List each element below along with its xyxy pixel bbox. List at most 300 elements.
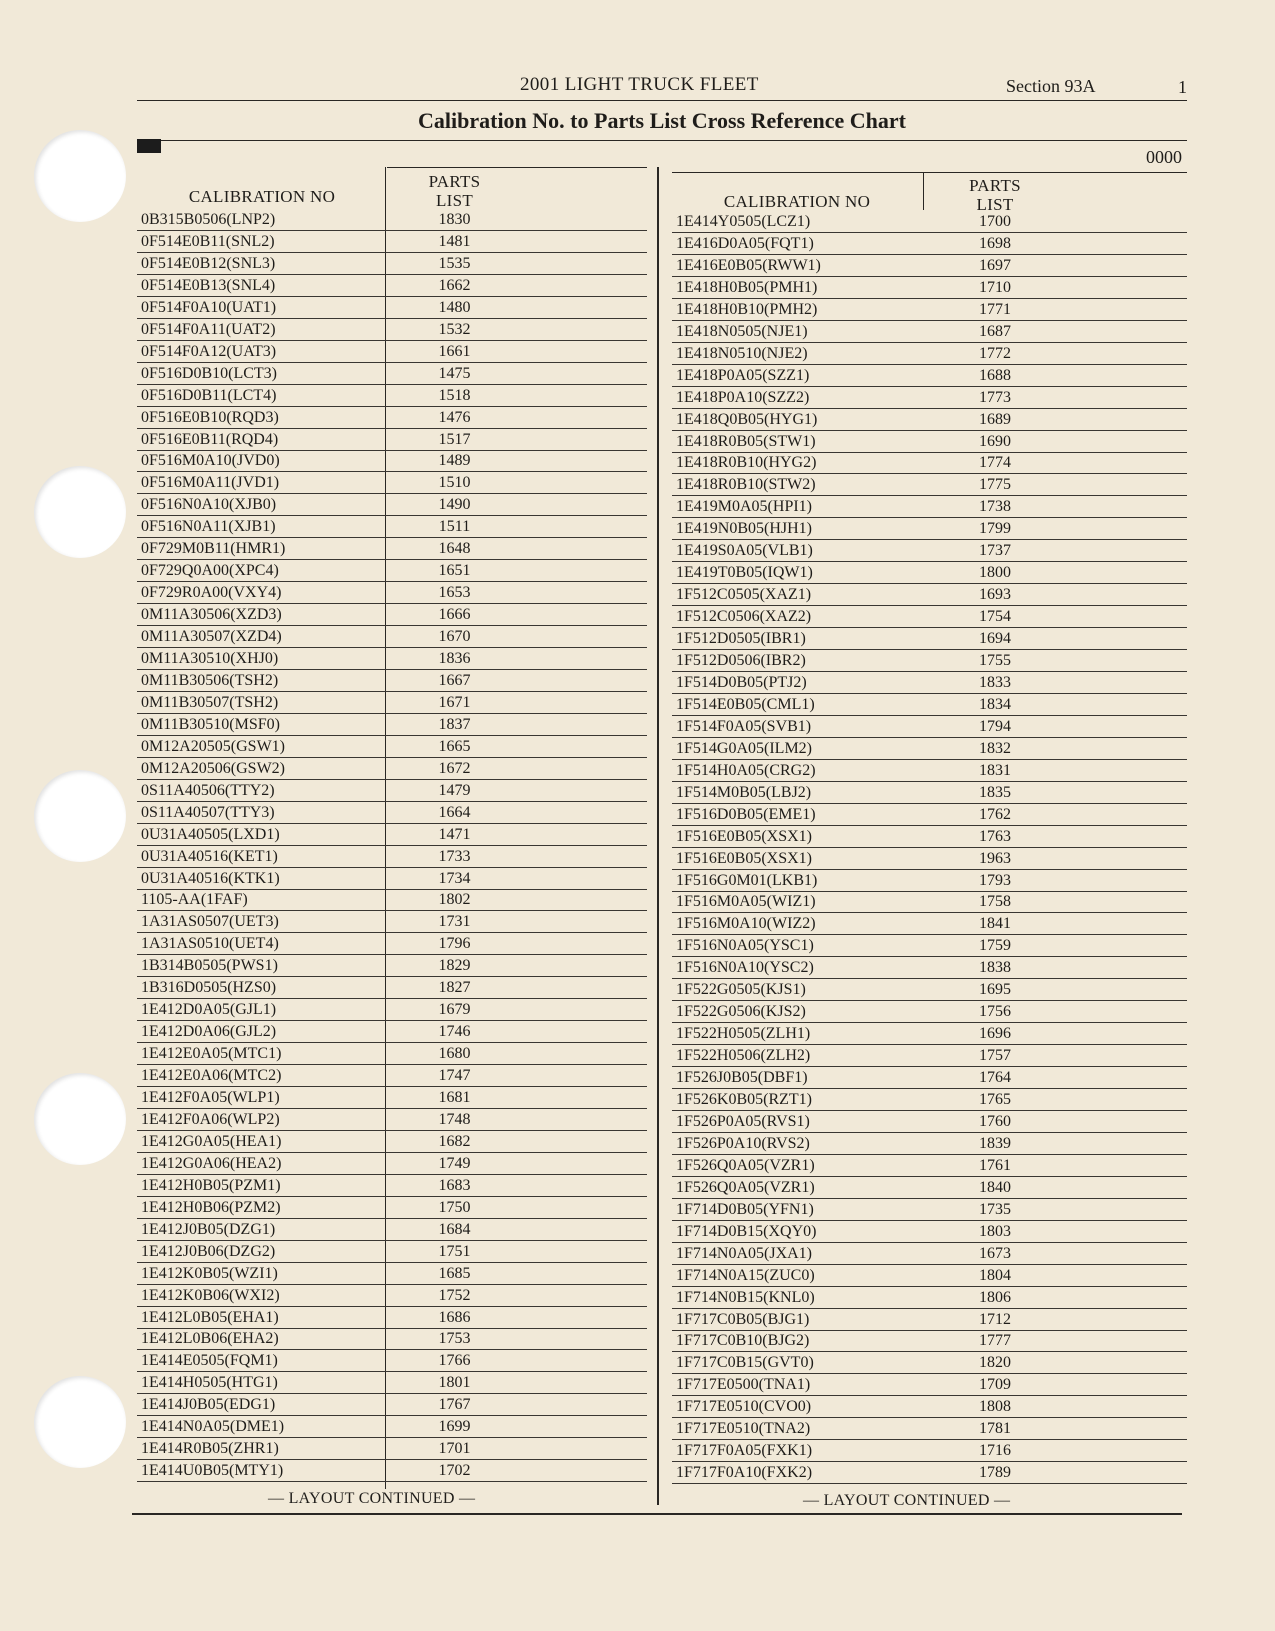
calibration-number: 0M11A30506(XZD3) [141,606,282,624]
table-row [672,562,1187,584]
parts-list-number: 1667 [438,671,471,689]
calibration-number: 1E414N0A05(DME1) [141,1418,285,1436]
calibration-number: 0M12A20506(GSW2) [141,759,285,777]
calibration-number: 1B314B0505(PWS1) [141,957,278,975]
parts-list-number: 1662 [438,276,471,294]
parts-list-number: 1648 [438,540,471,558]
table-row [137,1197,647,1219]
table-row [137,209,647,231]
table-row [672,1265,1187,1287]
calibration-number: 1E412E0A05(MTC1) [141,1045,282,1063]
calibration-number: 0F516N0A10(XJB0) [141,496,277,514]
table-row [672,716,1187,738]
parts-list-number: 1700 [979,213,1011,230]
parts-list-number: 1837 [438,715,471,733]
table-row [672,584,1187,606]
table-row [672,1243,1187,1265]
calibration-number: 1F526J0B05(DBF1) [676,1069,808,1087]
table-row [672,1177,1187,1199]
parts-list-number: 1693 [979,586,1011,604]
calibration-number: 1F516N0A05(YSC1) [676,937,814,955]
parts-column-header-line1: PARTS [428,172,481,191]
calibration-number: 1F522H0506(ZLH2) [676,1047,811,1065]
table-row [672,1352,1187,1374]
parts-list-number: 1841 [979,915,1011,933]
calibration-number: 1F514G0A05(ILM2) [676,739,812,757]
table-row [137,846,647,868]
parts-list-number: 1517 [438,430,471,448]
parts-list-number: 1793 [979,871,1011,889]
parts-list-number: 1696 [979,1025,1011,1043]
calibration-number: 1F516G0M01(LKB1) [676,871,818,889]
parts-list-number: 1682 [438,1132,471,1150]
parts-list-number: 1666 [438,606,471,624]
calibration-number: 1E414J0B05(EDG1) [141,1396,276,1414]
table-row [672,1089,1187,1111]
calibration-number: 1F717E0510(TNA2) [676,1420,811,1438]
table-row [137,1394,647,1416]
calibration-number: 1E418H0B05(PMH1) [676,278,818,296]
parts-list-number: 1800 [979,564,1011,582]
parts-list-number: 1746 [438,1023,471,1041]
parts-list-number: 1738 [979,498,1011,516]
calibration-number: 1E412L0B05(EHA1) [141,1308,279,1326]
parts-list-number: 1829 [438,957,471,975]
table-row [137,802,647,824]
table-row [137,1307,647,1329]
table-row [672,540,1187,562]
parts-list-number: 1709 [979,1376,1011,1394]
calibration-number: 1E418R0B05(STW1) [676,432,816,450]
table-row [672,1396,1187,1418]
calibration-number: 1F516M0A10(WIZ2) [676,915,816,933]
calibration-number: 1E412G0A06(HEA2) [141,1154,282,1172]
table-row [672,1374,1187,1396]
table-row [137,275,647,297]
parts-list-number: 1830 [438,211,471,228]
table-row [672,343,1187,365]
table-row [137,824,647,846]
calibration-number: 0F514F0A12(UAT3) [141,342,277,360]
bottom-rule [132,1513,1182,1515]
calibration-number: 0U31A40516(KET1) [141,847,278,865]
calibration-number: 1F717C0B05(BJG1) [676,1310,810,1328]
parts-list-number: 1835 [979,783,1011,801]
parts-list-number: 1673 [979,1244,1011,1262]
table-row [672,804,1187,826]
parts-list-number: 1766 [438,1352,471,1370]
table-row [137,407,647,429]
right-header-top-rule [672,172,1187,173]
calibration-number: 1E418N0510(NJE2) [676,344,808,362]
parts-list-number: 1690 [979,432,1011,450]
table-row [672,1023,1187,1045]
table-row [672,496,1187,518]
calibration-number: 1A31AS0510(UET4) [141,935,279,953]
calibration-number: 1F512C0506(XAZ2) [676,608,812,626]
table-row [137,1285,647,1307]
parts-list-number: 1758 [979,893,1011,911]
parts-list-number: 1963 [979,849,1011,867]
table-row [672,1067,1187,1089]
calibration-number: 1F717E0510(CVO0) [676,1398,812,1416]
parts-list-number: 1716 [979,1442,1011,1460]
parts-list-number: 1735 [979,1200,1011,1218]
document-header: 2001 LIGHT TRUCK FLEET [520,74,759,95]
calibration-number: 1E412F0A05(WLP1) [141,1089,280,1106]
calibration-number: 1F714D0B05(YFN1) [676,1200,814,1218]
parts-list-number: 1749 [438,1154,471,1172]
parts-list-number: 1702 [438,1462,471,1480]
parts-list-number: 1760 [979,1112,1011,1130]
table-row [137,868,647,890]
parts-list-number: 1838 [979,959,1011,977]
calibration-number: 1E412H0B06(PZM2) [141,1198,281,1216]
calibration-number: 0U31A40505(LXD1) [141,825,280,843]
table-row [137,1087,647,1109]
parts-list-number: 1763 [979,827,1011,845]
calibration-number: 1F516E0B05(XSX1) [676,827,813,845]
parts-list-number: 1689 [979,410,1011,428]
calibration-number: 0F516D0B11(LCT4) [141,386,277,404]
parts-list-number: 1762 [979,805,1011,823]
calibration-number: 0F516M0A10(JVD0) [141,452,280,470]
table-row [137,1109,647,1131]
parts-list-number: 1479 [438,781,471,799]
calibration-number: 1E412K0B05(WZI1) [141,1264,278,1282]
parts-list-number: 1686 [438,1308,471,1326]
table-row [672,1330,1187,1352]
calibration-number: 1F514E0B05(CML1) [676,695,815,713]
calibration-number: 1F522H0505(ZLH1) [676,1025,811,1043]
table-row [137,1350,647,1372]
calibration-column-header: CALIBRATION NO [723,192,871,211]
parts-list-number: 1808 [979,1398,1011,1416]
calibration-number: 1E414E0505(FQM1) [141,1352,278,1370]
calibration-number: 1F526P0A05(RVS1) [676,1112,810,1130]
parts-list-number: 1694 [979,630,1011,648]
calibration-number: 1E412H0B05(PZM1) [141,1176,281,1194]
title-rule [137,140,1187,141]
calibration-number: 0M12A20505(GSW1) [141,737,285,755]
parts-list-number: 1481 [438,232,471,250]
table-row [672,299,1187,321]
calibration-column-header: CALIBRATION NO [188,187,336,206]
calibration-number: 0F729M0B11(HMR1) [141,540,286,558]
parts-column-header-line1: PARTS [969,176,1021,195]
parts-list-number: 1680 [438,1045,471,1063]
calibration-number: 0B315B0506(LNP2) [141,211,276,228]
parts-list-number: 1671 [438,693,471,711]
calibration-number: 0F729Q0A00(XPC4) [141,562,279,580]
binder-hole [34,466,126,558]
left-footer: — LAYOUT CONTINUED — [268,1490,476,1507]
table-row [137,714,647,736]
table-row [137,1065,647,1087]
parts-list-number: 1765 [979,1091,1011,1108]
table-row [672,738,1187,760]
parts-list-number: 1535 [438,254,471,272]
table-row [672,606,1187,628]
binder-hole [34,770,126,862]
parts-list-number: 1733 [438,847,471,865]
calibration-number: 1E412J0B05(DZG1) [141,1220,276,1238]
calibration-number: 1E414H0505(HTG1) [141,1374,278,1392]
parts-list-number: 1840 [979,1178,1011,1196]
code-label: 0000 [1146,147,1182,167]
parts-list-number: 1665 [438,737,471,755]
parts-list-number: 1803 [979,1222,1011,1240]
parts-list-number: 1764 [979,1069,1011,1087]
parts-list-number: 1734 [438,869,471,887]
parts-list-number: 1737 [979,542,1011,560]
table-row [137,1021,647,1043]
table-row [672,979,1187,1001]
calibration-number: 1E416E0B05(RWW1) [676,256,821,274]
table-row [137,1372,647,1394]
table-row [137,670,647,692]
table-row [137,626,647,648]
calibration-number: 0M11B30506(TSH2) [141,671,279,689]
table-row [672,1045,1187,1067]
table-row [672,782,1187,804]
calibration-number: 0F514E0B11(SNL2) [141,232,275,250]
table-row [137,999,647,1021]
table-row [672,957,1187,979]
parts-list-number: 1834 [979,695,1011,713]
table-row [137,538,647,560]
table-row [672,365,1187,387]
table-row [672,1221,1187,1243]
table-row [672,913,1187,935]
table-row [672,431,1187,453]
calibration-number: 1E419M0A05(HPI1) [676,498,812,516]
section-label: Section 93A [1006,76,1096,96]
parts-column-header-line2: LIST [435,191,474,210]
calibration-number: 0U31A40516(KTK1) [141,869,280,887]
parts-list-number: 1789 [979,1464,1011,1482]
table-row [672,452,1187,474]
calibration-number: 1F522G0506(KJS2) [676,1003,806,1021]
calibration-number: 1E418P0A05(SZZ1) [676,366,810,384]
calibration-number: 1E412J0B06(DZG2) [141,1242,276,1260]
parts-list-number: 1699 [438,1418,471,1436]
parts-list-number: 1804 [979,1266,1011,1284]
table-row [137,1416,647,1438]
calibration-number: 1F516D0B05(EME1) [676,805,816,823]
calibration-number: 1E412K0B06(WXI2) [141,1286,280,1304]
calibration-number: 1E412G0A05(HEA1) [141,1132,282,1150]
table-row [672,1309,1187,1331]
calibration-number: 0F514F0A11(UAT2) [141,320,276,338]
parts-list-number: 1698 [979,234,1011,252]
parts-list-number: 1839 [979,1134,1011,1152]
table-row [672,1001,1187,1023]
table-row [137,1043,647,1065]
table-row [672,387,1187,409]
table-row [672,474,1187,496]
calibration-number: 1F514D0B05(PTJ2) [676,673,807,691]
calibration-number: 0S11A40507(TTY3) [141,803,275,821]
calibration-number: 1F514F0A05(SVB1) [676,717,812,735]
page-number: 1 [1178,77,1187,97]
table-row [137,1460,647,1482]
parts-list-number: 1748 [438,1110,471,1128]
table-row [672,409,1187,431]
table-row [137,648,647,670]
table-row [137,1241,647,1263]
header-rule [137,100,1187,101]
parts-list-number: 1777 [979,1332,1011,1350]
parts-list-number: 1772 [979,344,1011,362]
calibration-number: 0F516M0A11(JVD1) [141,474,280,492]
calibration-number: 0M11A30510(XHJ0) [141,650,279,667]
table-row [137,736,647,758]
parts-list-number: 1697 [979,256,1011,274]
table-row [137,933,647,955]
table-row [137,472,647,494]
parts-list-number: 1781 [979,1420,1011,1438]
parts-list-number: 1688 [979,366,1011,384]
table-row [137,955,647,977]
left-header-top-rule [387,167,647,168]
black-marker [137,139,161,153]
binder-hole [34,1376,126,1468]
calibration-number: 1F717E0500(TNA1) [676,1376,811,1394]
table-row [137,692,647,714]
table-row [672,1418,1187,1440]
calibration-number: 1F512D0505(IBR1) [676,630,806,648]
parts-list-number: 1681 [438,1089,471,1106]
parts-list-number: 1475 [438,364,471,382]
parts-list-number: 1753 [438,1330,471,1348]
table-row [137,977,647,999]
parts-list-number: 1710 [979,278,1011,296]
parts-list-number: 1774 [979,454,1011,472]
calibration-number: 1F714D0B15(XQY0) [676,1222,817,1240]
calibration-number: 1F516E0B05(XSX1) [676,849,813,867]
calibration-number: 1E416D0A05(FQT1) [676,234,814,252]
table-row [137,319,647,341]
table-row [672,935,1187,957]
table-row [137,1175,647,1197]
parts-list-number: 1820 [979,1354,1011,1372]
table-row [672,255,1187,277]
calibration-number: 1F526K0B05(RZT1) [676,1091,812,1108]
table-row [672,1155,1187,1177]
calibration-number: 1E419N0B05(HJH1) [676,520,812,538]
calibration-number: 1E412F0A06(WLP2) [141,1110,280,1128]
parts-list-number: 1510 [438,474,471,492]
table-row [672,277,1187,299]
calibration-number: 1F714N0A15(ZUC0) [676,1266,815,1284]
calibration-number: 0F516E0B11(RQD4) [141,430,279,448]
calibration-number: 1F512D0506(IBR2) [676,652,806,669]
table-row [137,758,647,780]
parts-list-number: 1511 [438,518,471,536]
left-table-header [137,167,647,210]
parts-list-number: 1672 [438,759,471,777]
table-row [672,518,1187,540]
parts-list-number: 1518 [438,386,471,404]
calibration-number: 1E419T0B05(IQW1) [676,564,813,582]
calibration-number: 0F729R0A00(VXY4) [141,584,282,602]
calibration-number: 1E414Y0505(LCZ1) [676,213,811,230]
right-table-header [672,172,1187,214]
table-row [672,848,1187,870]
parts-list-number: 1831 [979,761,1011,779]
calibration-number: 1E418R0B10(STW2) [676,476,816,494]
parts-list-number: 1750 [438,1198,471,1216]
parts-list-number: 1489 [438,452,471,470]
calibration-number: 1F514H0A05(CRG2) [676,761,816,779]
binder-hole [34,1073,126,1165]
parts-list-number: 1683 [438,1176,471,1194]
parts-list-number: 1756 [979,1003,1011,1021]
table-row [137,582,647,604]
table-row [672,1440,1187,1462]
parts-list-number: 1679 [438,1001,471,1019]
table-row [137,1438,647,1460]
parts-list-number: 1695 [979,981,1011,999]
binder-hole [34,130,126,222]
calibration-number: 1F512C0505(XAZ1) [676,586,812,604]
parts-list-number: 1806 [979,1288,1011,1306]
parts-list-number: 1664 [438,803,471,821]
calibration-number: 1E419S0A05(VLB1) [676,542,813,560]
parts-list-number: 1731 [438,913,471,931]
table-row [137,1263,647,1285]
calibration-number: 1B316D0505(HZS0) [141,979,277,997]
parts-list-number: 1833 [979,673,1011,691]
parts-list-number: 1757 [979,1047,1011,1065]
table-row [137,363,647,385]
parts-list-number: 1471 [438,825,471,843]
parts-list-number: 1480 [438,298,471,316]
calibration-number: 1E418H0B10(PMH2) [676,300,818,318]
table-row [137,253,647,275]
calibration-number: 1E418P0A10(SZZ2) [676,388,810,406]
table-row [137,889,647,911]
table-row [137,604,647,626]
parts-column-header-line2: LIST [976,195,1014,214]
calibration-number: 0F516E0B10(RQD3) [141,408,279,426]
parts-list-number: 1801 [438,1374,471,1392]
calibration-number: 1E418R0B10(HYG2) [676,454,817,472]
calibration-number: 1F717F0A05(FXK1) [676,1442,813,1460]
calibration-number: 0F514E0B12(SNL3) [141,254,276,272]
calibration-number: 1E414R0B05(ZHR1) [141,1440,279,1458]
calibration-number: 1E412E0A06(MTC2) [141,1067,282,1085]
parts-list-number: 1827 [438,979,471,997]
table-row [137,1131,647,1153]
calibration-number: 0S11A40506(TTY2) [141,781,275,799]
parts-list-number: 1747 [438,1067,471,1085]
calibration-number: 1F717C0B15(GVT0) [676,1354,814,1372]
right-footer: — LAYOUT CONTINUED — [803,1492,1011,1509]
table-row [672,211,1187,233]
table-row [672,870,1187,892]
table-row [137,385,647,407]
calibration-number: 1E414U0B05(MTY1) [141,1462,284,1480]
table-row [672,628,1187,650]
table-row [137,1219,647,1241]
parts-list-number: 1685 [438,1264,471,1282]
parts-list-number: 1670 [438,628,471,646]
calibration-number: 0F514E0B13(SNL4) [141,276,276,294]
table-row [672,321,1187,343]
parts-list-number: 1767 [438,1396,471,1414]
